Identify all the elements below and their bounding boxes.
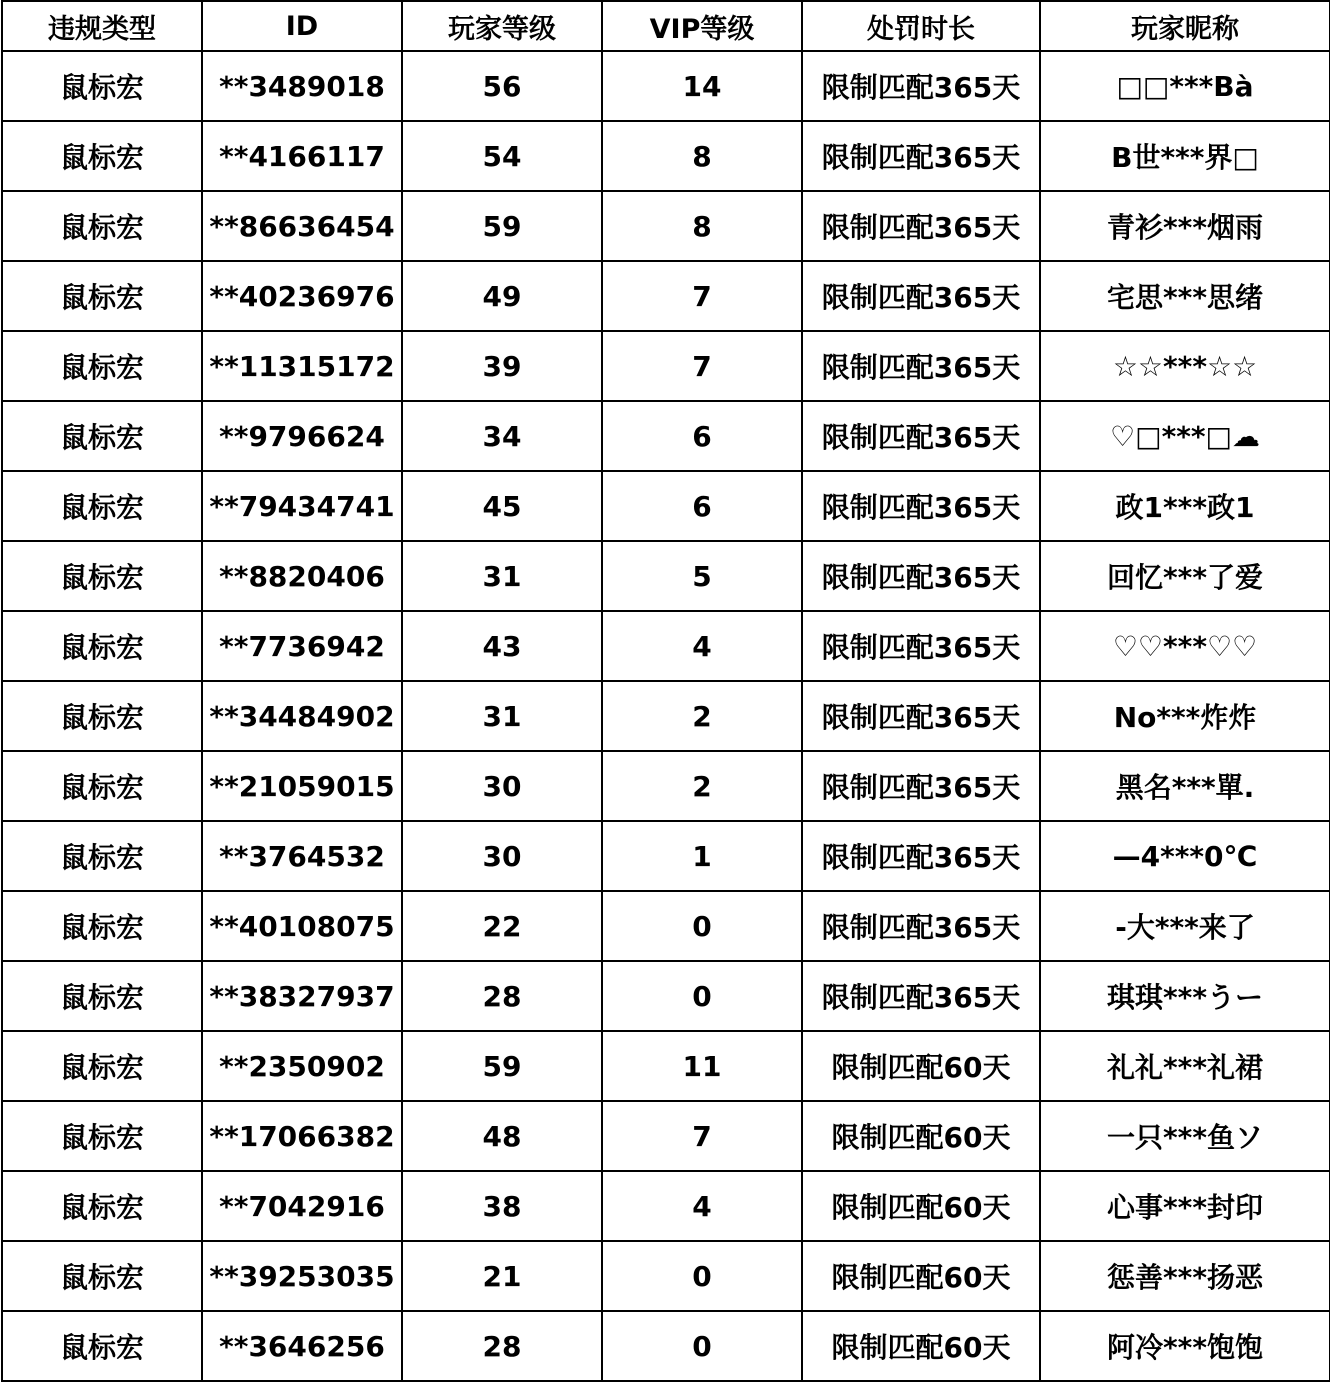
cell-violation-type: 鼠标宏 xyxy=(2,1171,202,1241)
cell-vip-level: 11 xyxy=(602,1031,802,1101)
header-vip-level: VIP等级 xyxy=(602,1,802,51)
cell-id: **34484902 xyxy=(202,681,402,751)
cell-id: **8820406 xyxy=(202,541,402,611)
cell-player-nickname: 一只***鱼ソ xyxy=(1040,1101,1330,1171)
header-id: ID xyxy=(202,1,402,51)
header-row xyxy=(2,1,1330,51)
cell-violation-type: 鼠标宏 xyxy=(2,331,202,401)
cell-player-nickname: 宅思***思绪 xyxy=(1040,261,1330,331)
header-violation-type: 违规类型 xyxy=(2,1,202,51)
cell-player-nickname: ☆☆***☆☆ xyxy=(1040,331,1330,401)
cell-penalty-duration: 限制匹配365天 xyxy=(802,471,1040,541)
cell-violation-type: 鼠标宏 xyxy=(2,471,202,541)
cell-player-level: 48 xyxy=(402,1101,602,1171)
cell-vip-level: 2 xyxy=(602,681,802,751)
header-player-level: 玩家等级 xyxy=(402,1,602,51)
cell-id: **86636454 xyxy=(202,191,402,261)
cell-violation-type: 鼠标宏 xyxy=(2,821,202,891)
cell-player-nickname: 阿冷***饱饱 xyxy=(1040,1311,1330,1381)
cell-penalty-duration: 限制匹配60天 xyxy=(802,1031,1040,1101)
cell-id: **9796624 xyxy=(202,401,402,471)
cell-vip-level: 5 xyxy=(602,541,802,611)
cell-vip-level: 6 xyxy=(602,471,802,541)
table-row xyxy=(2,121,1330,191)
cell-player-nickname: ♡♡***♡♡ xyxy=(1040,611,1330,681)
cell-violation-type: 鼠标宏 xyxy=(2,751,202,821)
cell-penalty-duration: 限制匹配60天 xyxy=(802,1101,1040,1171)
cell-vip-level: 0 xyxy=(602,891,802,961)
table-row xyxy=(2,541,1330,611)
cell-vip-level: 14 xyxy=(602,51,802,121)
cell-player-level: 56 xyxy=(402,51,602,121)
cell-vip-level: 4 xyxy=(602,1171,802,1241)
cell-player-level: 59 xyxy=(402,191,602,261)
penalty-table xyxy=(1,0,1330,1382)
cell-id: **40108075 xyxy=(202,891,402,961)
header-player-nickname: 玩家昵称 xyxy=(1040,1,1330,51)
cell-player-level: 28 xyxy=(402,961,602,1031)
cell-violation-type: 鼠标宏 xyxy=(2,891,202,961)
header-penalty-duration: 处罚时长 xyxy=(802,1,1040,51)
cell-player-level: 45 xyxy=(402,471,602,541)
cell-penalty-duration: 限制匹配365天 xyxy=(802,611,1040,681)
cell-player-nickname: 礼礼***礼裙 xyxy=(1040,1031,1330,1101)
table-row xyxy=(2,891,1330,961)
cell-player-level: 30 xyxy=(402,821,602,891)
cell-player-level: 31 xyxy=(402,681,602,751)
cell-id: **4166117 xyxy=(202,121,402,191)
cell-vip-level: 7 xyxy=(602,261,802,331)
cell-player-level: 49 xyxy=(402,261,602,331)
table-row xyxy=(2,191,1330,261)
cell-vip-level: 1 xyxy=(602,821,802,891)
table-row xyxy=(2,611,1330,681)
cell-player-level: 39 xyxy=(402,331,602,401)
cell-id: **11315172 xyxy=(202,331,402,401)
cell-player-level: 22 xyxy=(402,891,602,961)
cell-penalty-duration: 限制匹配365天 xyxy=(802,51,1040,121)
table-row xyxy=(2,261,1330,331)
cell-penalty-duration: 限制匹配365天 xyxy=(802,821,1040,891)
cell-vip-level: 0 xyxy=(602,1241,802,1311)
table-row xyxy=(2,51,1330,121)
cell-violation-type: 鼠标宏 xyxy=(2,51,202,121)
cell-id: **21059015 xyxy=(202,751,402,821)
table-row xyxy=(2,331,1330,401)
cell-penalty-duration: 限制匹配365天 xyxy=(802,681,1040,751)
table-row xyxy=(2,821,1330,891)
cell-id: **39253035 xyxy=(202,1241,402,1311)
cell-player-nickname: 政1***政1 xyxy=(1040,471,1330,541)
cell-penalty-duration: 限制匹配60天 xyxy=(802,1171,1040,1241)
cell-vip-level: 8 xyxy=(602,191,802,261)
cell-player-level: 31 xyxy=(402,541,602,611)
cell-id: **17066382 xyxy=(202,1101,402,1171)
cell-player-level: 54 xyxy=(402,121,602,191)
cell-violation-type: 鼠标宏 xyxy=(2,681,202,751)
cell-violation-type: 鼠标宏 xyxy=(2,191,202,261)
cell-vip-level: 0 xyxy=(602,1311,802,1381)
table-body xyxy=(2,51,1330,1381)
cell-id: **38327937 xyxy=(202,961,402,1031)
cell-player-nickname: 惩善***扬恶 xyxy=(1040,1241,1330,1311)
table-row xyxy=(2,1031,1330,1101)
cell-id: **79434741 xyxy=(202,471,402,541)
cell-player-nickname: No***炸炸 xyxy=(1040,681,1330,751)
cell-player-nickname: 回忆***了爱 xyxy=(1040,541,1330,611)
cell-violation-type: 鼠标宏 xyxy=(2,1241,202,1311)
cell-penalty-duration: 限制匹配60天 xyxy=(802,1311,1040,1381)
cell-player-nickname: 琪琪***うー xyxy=(1040,961,1330,1031)
cell-player-level: 43 xyxy=(402,611,602,681)
cell-player-level: 59 xyxy=(402,1031,602,1101)
cell-player-nickname: -大***来了 xyxy=(1040,891,1330,961)
cell-penalty-duration: 限制匹配365天 xyxy=(802,401,1040,471)
cell-player-level: 21 xyxy=(402,1241,602,1311)
cell-vip-level: 4 xyxy=(602,611,802,681)
cell-violation-type: 鼠标宏 xyxy=(2,1031,202,1101)
cell-violation-type: 鼠标宏 xyxy=(2,401,202,471)
table-row xyxy=(2,1241,1330,1311)
cell-violation-type: 鼠标宏 xyxy=(2,121,202,191)
cell-violation-type: 鼠标宏 xyxy=(2,961,202,1031)
cell-penalty-duration: 限制匹配365天 xyxy=(802,541,1040,611)
cell-player-level: 38 xyxy=(402,1171,602,1241)
cell-violation-type: 鼠标宏 xyxy=(2,1101,202,1171)
cell-id: **3489018 xyxy=(202,51,402,121)
cell-player-nickname: B世***界□ xyxy=(1040,121,1330,191)
cell-penalty-duration: 限制匹配365天 xyxy=(802,191,1040,261)
cell-player-nickname: □□***Bà xyxy=(1040,51,1330,121)
cell-id: **3646256 xyxy=(202,1311,402,1381)
cell-violation-type: 鼠标宏 xyxy=(2,541,202,611)
cell-player-level: 30 xyxy=(402,751,602,821)
cell-vip-level: 7 xyxy=(602,1101,802,1171)
table-header xyxy=(2,1,1330,51)
cell-player-nickname: ♡□***□☁ xyxy=(1040,401,1330,471)
cell-vip-level: 6 xyxy=(602,401,802,471)
table-row xyxy=(2,1311,1330,1381)
cell-id: **2350902 xyxy=(202,1031,402,1101)
cell-id: **40236976 xyxy=(202,261,402,331)
cell-penalty-duration: 限制匹配365天 xyxy=(802,961,1040,1031)
cell-id: **7736942 xyxy=(202,611,402,681)
cell-id: **7042916 xyxy=(202,1171,402,1241)
cell-penalty-duration: 限制匹配365天 xyxy=(802,751,1040,821)
cell-vip-level: 2 xyxy=(602,751,802,821)
cell-player-nickname: 黑名***單. xyxy=(1040,751,1330,821)
cell-player-nickname: —4***0℃ xyxy=(1040,821,1330,891)
cell-player-level: 34 xyxy=(402,401,602,471)
cell-penalty-duration: 限制匹配365天 xyxy=(802,331,1040,401)
cell-penalty-duration: 限制匹配365天 xyxy=(802,261,1040,331)
table-row xyxy=(2,681,1330,751)
table-row xyxy=(2,751,1330,821)
cell-player-nickname: 青衫***烟雨 xyxy=(1040,191,1330,261)
cell-vip-level: 7 xyxy=(602,331,802,401)
table-row xyxy=(2,961,1330,1031)
cell-id: **3764532 xyxy=(202,821,402,891)
cell-violation-type: 鼠标宏 xyxy=(2,261,202,331)
cell-player-nickname: 心事***封印 xyxy=(1040,1171,1330,1241)
cell-player-level: 28 xyxy=(402,1311,602,1381)
table-row xyxy=(2,471,1330,541)
table-row xyxy=(2,1101,1330,1171)
table-row xyxy=(2,401,1330,471)
cell-violation-type: 鼠标宏 xyxy=(2,611,202,681)
cell-vip-level: 8 xyxy=(602,121,802,191)
cell-penalty-duration: 限制匹配60天 xyxy=(802,1241,1040,1311)
cell-penalty-duration: 限制匹配365天 xyxy=(802,891,1040,961)
cell-penalty-duration: 限制匹配365天 xyxy=(802,121,1040,191)
cell-vip-level: 0 xyxy=(602,961,802,1031)
cell-violation-type: 鼠标宏 xyxy=(2,1311,202,1381)
table-row xyxy=(2,1171,1330,1241)
